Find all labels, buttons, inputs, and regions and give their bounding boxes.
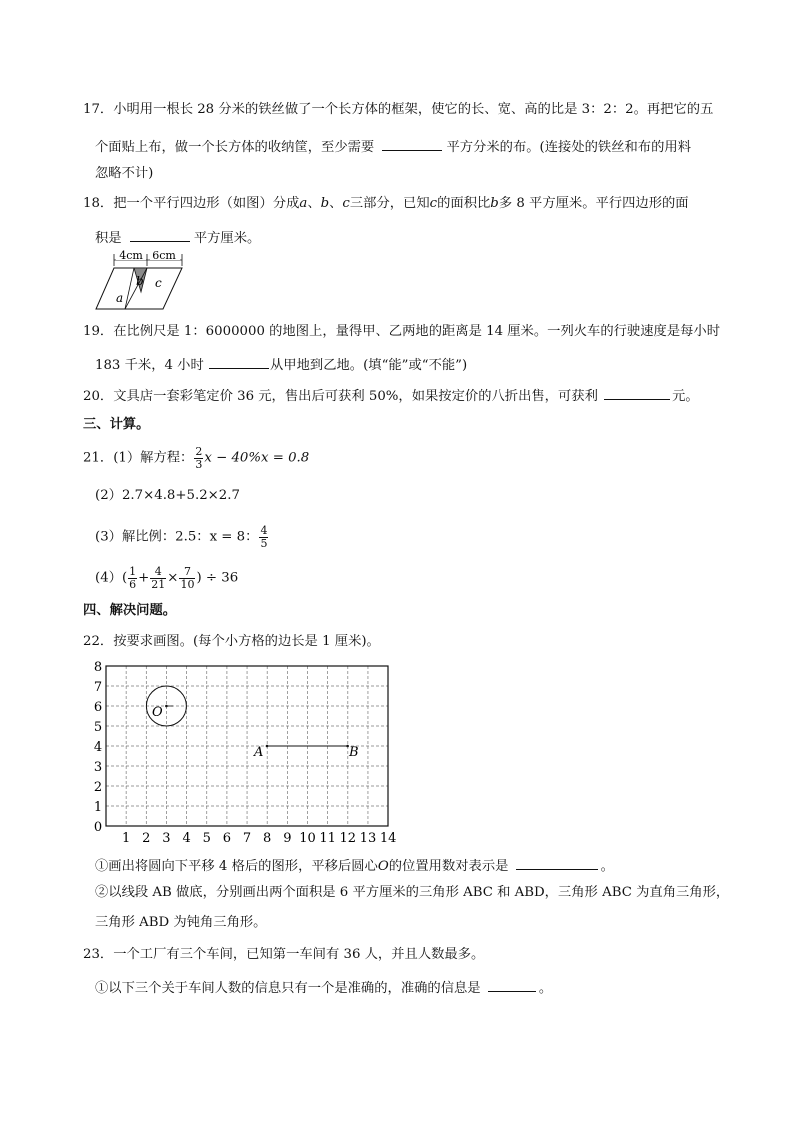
x-tick-label: 7 — [242, 831, 252, 846]
q18-text-pre: 积是 — [95, 231, 122, 246]
q22-title: 22．按要求画图。(每个小方格的边长是 1 厘米)。 — [83, 634, 380, 649]
q19-text-post: 从甲地到乙地。(填“能”或“不能”) — [270, 358, 468, 373]
frac-num: 4 — [150, 566, 166, 579]
q18-answer-blank[interactable] — [130, 228, 190, 242]
frac-den: 21 — [151, 577, 166, 591]
y-tick-label: 6 — [93, 700, 103, 715]
q21-p1-fraction — [194, 446, 203, 470]
q18-sep1: 、 — [307, 196, 321, 211]
q22-item2-line1: ②以线段 AB 做底，分别画出两个面积是 6 平方厘米的三角形 ABC 和 ABD，三角形 ABC 为直角三角形， — [95, 885, 730, 900]
x-tick-label: 4 — [182, 831, 191, 846]
q21-p4-label: (4）( — [95, 570, 128, 586]
q20-line — [83, 386, 699, 403]
q19-text-pre: 183 千米，4 小时 — [95, 358, 204, 373]
q19-answer-blank[interactable] — [209, 355, 269, 369]
q21-p3-fraction — [259, 525, 268, 549]
q21-p1-expr: x − 40%x = 0.8 — [204, 450, 310, 466]
q17-line3: 忽略不计) — [95, 166, 154, 181]
q17-line2 — [95, 137, 691, 154]
center-point-o — [165, 705, 168, 708]
x-tick-label: 14 — [379, 831, 396, 846]
q18-var-c2: c — [429, 196, 438, 211]
label-a: a — [116, 291, 124, 305]
label-a-point: A — [254, 745, 264, 760]
q22-item1-mid: 的位置用数对表示是 — [388, 859, 509, 874]
q18-var-a: a — [299, 196, 308, 211]
q21-p3-label: (3）解比例：2.5：x = 8： — [95, 529, 259, 545]
q18-var-b: b — [320, 196, 330, 211]
q22-item1 — [95, 856, 614, 873]
q17-text-pre: 个面贴上布，做一个长方体的收纳筐，至少需要 — [95, 140, 375, 155]
q20-answer-blank[interactable] — [604, 386, 670, 400]
q19-line1: 19．在比例尺是 1：6000000 的地图上，量得甲、乙两地的距离是 14 厘米。一列火车的行驶速度是每小时 — [83, 324, 721, 339]
q22-item1-pre: ①画出将圆向下平移 4 格后的图形，平移后圆心 — [95, 859, 378, 874]
x-tick-label: 10 — [299, 831, 316, 846]
q17-line1: 17．小明用一根长 28 分米的铁丝做了一个长方体的框架，使它的长、宽、高的比是 3：2：2。再把它的五 — [83, 102, 714, 117]
q21-p4-fraction3 — [179, 566, 195, 590]
frac-num: 4 — [260, 524, 268, 537]
q17-text-post: 平方分米的布。(连接处的铁丝和布的用料 — [446, 140, 691, 155]
q23-answer-blank[interactable] — [488, 978, 536, 992]
q18-text-d: 多 8 平方厘米。平行四边形的面 — [498, 196, 689, 211]
q22-answer-blank[interactable] — [516, 856, 598, 870]
q21-part1 — [83, 446, 309, 470]
y-tick-label: 1 — [93, 800, 103, 815]
q22-item2-line2: 三角形 ABD 为钝角三角形。 — [95, 915, 267, 930]
q18-var-c: c — [342, 196, 350, 211]
q23-line2 — [95, 978, 552, 995]
coordinate-grid — [86, 658, 396, 846]
frac-den: 6 — [129, 577, 137, 591]
q18-line2 — [95, 228, 260, 245]
label-o: O — [152, 705, 163, 720]
parallelogram-figure — [92, 250, 202, 316]
q21-part3 — [95, 525, 269, 549]
section-heading-calc: 三、计算。 — [83, 417, 150, 432]
frac-num: 2 — [195, 445, 203, 458]
x-tick-label: 2 — [142, 831, 151, 846]
frac-num: 1 — [129, 565, 137, 578]
y-tick-label: 3 — [93, 760, 103, 775]
x-tick-label: 12 — [339, 831, 357, 846]
q18-text-post: 平方厘米。 — [193, 231, 261, 246]
x-tick-label: 6 — [222, 831, 232, 846]
q23-text-post: 。 — [538, 981, 553, 996]
q21-part2: (2）2.7×4.8+5.2×2.7 — [95, 488, 240, 503]
frac-num: 7 — [179, 566, 195, 579]
q17-answer-blank[interactable] — [382, 137, 442, 151]
q20-text-pre: 20．文具店一套彩笔定价 36 元，售出后可获利 50%，如果按定价的八折出售，可获利 — [83, 389, 598, 404]
label-b-point: B — [349, 745, 359, 760]
y-tick-label: 8 — [93, 660, 103, 675]
y-tick-label: 0 — [93, 820, 103, 835]
q23-text-pre: ①以下三个关于车间人数的信息只有一个是准确的，准确的信息是 — [95, 981, 481, 996]
q21-p4-end: ) ÷ 36 — [196, 570, 239, 586]
q22-item1-o: O — [377, 859, 389, 874]
x-tick-label: 13 — [359, 831, 377, 846]
x-tick-label: 3 — [162, 831, 171, 846]
y-tick-label: 7 — [93, 680, 103, 695]
label-b: b — [136, 274, 144, 288]
q21-p4-fraction2 — [150, 566, 166, 590]
q18-text-c: 的面积比 — [437, 196, 491, 211]
q21-p4-fraction1 — [128, 566, 137, 590]
dim-4cm: 4cm — [119, 250, 143, 262]
q21-p4-times: × — [167, 570, 179, 586]
q19-line2 — [95, 355, 467, 372]
x-tick-label: 9 — [283, 831, 292, 846]
q21-part4 — [95, 566, 238, 590]
q18-var-b2: b — [490, 196, 499, 211]
point-a — [266, 745, 269, 748]
frac-den: 10 — [180, 577, 195, 591]
q18-text-a: 18．把一个平行四边形（如图）分成 — [83, 196, 300, 211]
q18-sep2: 、 — [329, 196, 343, 211]
label-c: c — [155, 276, 162, 290]
q18-text-b: 三部分，已知 — [349, 196, 430, 211]
q20-text-post: 元。 — [672, 389, 699, 404]
y-tick-label: 2 — [93, 780, 103, 795]
x-tick-label: 1 — [122, 831, 131, 846]
q22-item1-post: 。 — [600, 859, 614, 874]
y-tick-label: 4 — [93, 740, 103, 755]
frac-den: 3 — [195, 457, 203, 471]
x-axis-ticks — [122, 831, 396, 846]
x-tick-label: 5 — [202, 831, 211, 846]
x-tick-label: 8 — [263, 831, 272, 846]
dim-6cm: 6cm — [152, 250, 176, 262]
y-axis-ticks — [94, 660, 102, 835]
frac-den: 5 — [260, 536, 268, 550]
q21-p4-plus: + — [138, 570, 150, 586]
x-tick-label: 11 — [319, 831, 336, 846]
q23-line1: 23．一个工厂有三个车间，已知第一车间有 36 人，并且人数最多。 — [83, 947, 485, 962]
y-tick-label: 5 — [93, 720, 103, 735]
section-heading-problems: 四、解决问题。 — [83, 603, 177, 618]
q21-p1-label: 21．(1）解方程： — [83, 450, 194, 466]
q18-line1 — [83, 197, 689, 210]
